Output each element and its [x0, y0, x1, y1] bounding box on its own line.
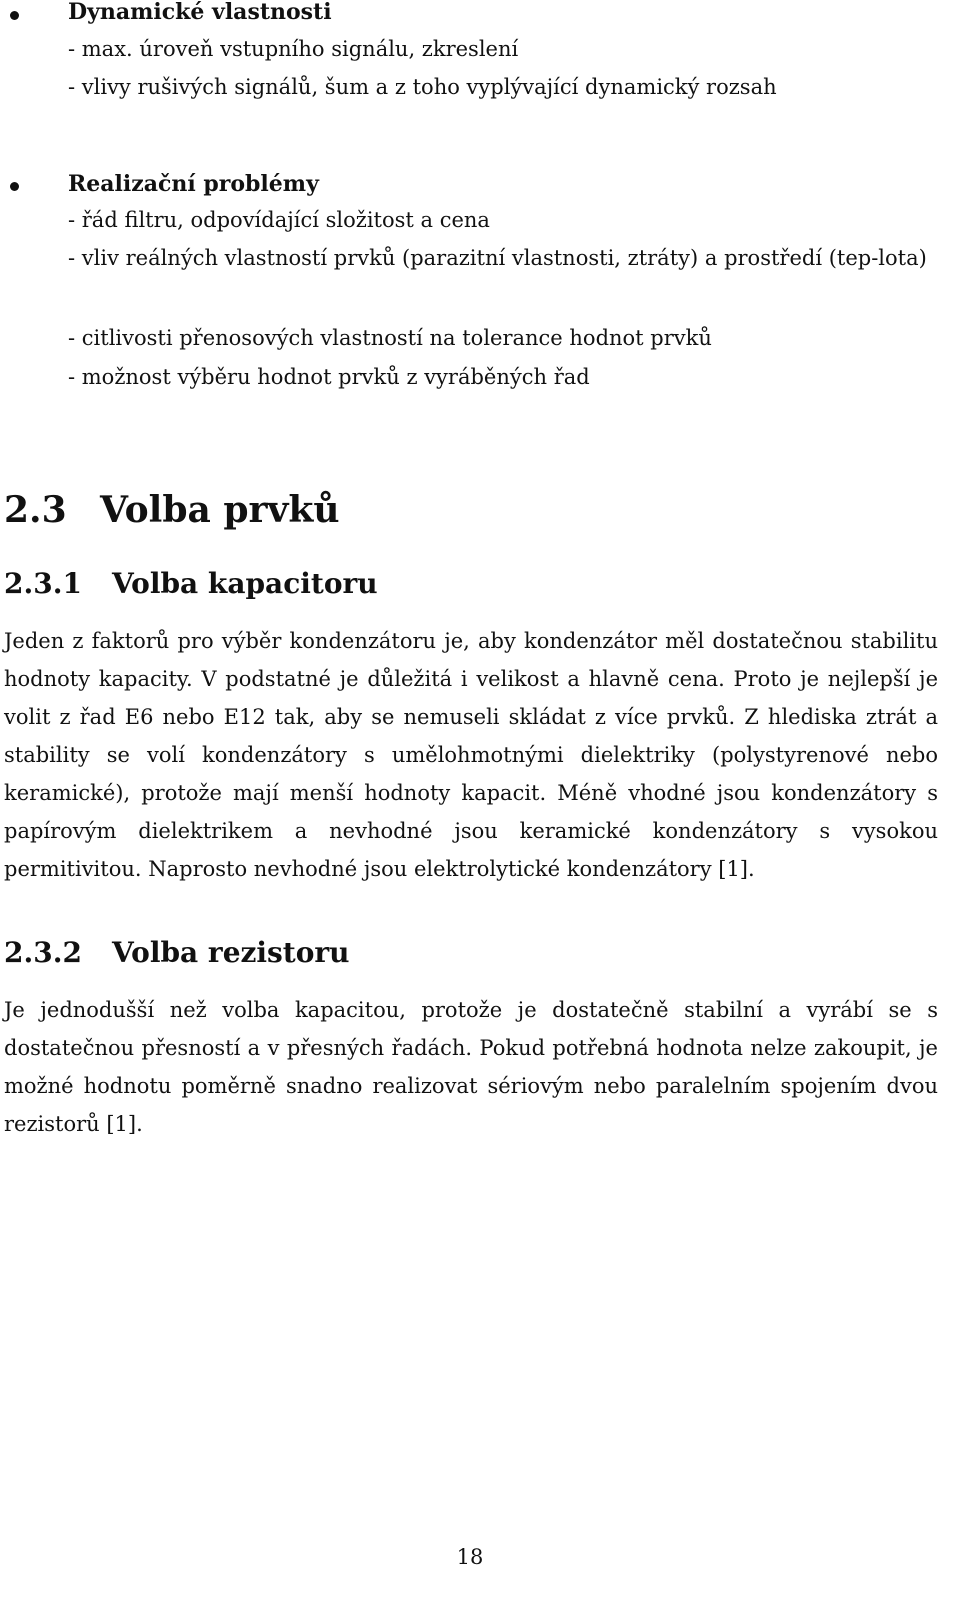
- section-number: 2.3: [4, 489, 67, 531]
- subsection-title: Volba kapacitoru: [112, 567, 378, 600]
- implementation-problems-item: - citlivosti přenosových vlastností na tolerance hodnot prvků: [68, 326, 712, 350]
- subsection-number: 2.3.2: [4, 936, 82, 969]
- subsection-paragraph: Jeden z faktorů pro výběr kondenzátoru je, aby kondenzátor měl dostatečnou stabilitu hodnoty kapacity. V podstatné je důležitá i velikost a hlavně cena. Proto je nejlepší je volit z řad E6 nebo E12 tak, aby se nemuseli skládat z více prvků. Z hlediska ztrát a stability se volí kondenzátory s umělohmotnými dielektriky (polystyrenové nebo keramické), protože mají menší hodnoty kapacit. Méně vhodné jsou kondenzátory s papírovým dielektrikem a nevhodné jsou keramické kondenzátory s vysokou permitivitou. Naprosto nevhodné jsou elektrolytické kondenzátory [1].: [4, 629, 938, 881]
- dynamic-properties-title: Dynamické vlastnosti: [68, 0, 332, 25]
- bullet-icon: [10, 182, 19, 191]
- implementation-problems-item: - vliv reálných vlastností prvků (parazitní vlastnosti, ztráty) a prostředí (tep-lota): [68, 246, 927, 270]
- page-number: 18: [456, 1545, 484, 1569]
- implementation-problems-title: Realizační problémy: [68, 171, 319, 197]
- subsection-number: 2.3.1: [4, 567, 82, 600]
- dynamic-properties-item: - vlivy rušivých signálů, šum a z toho vyplývající dynamický rozsah: [68, 75, 777, 99]
- section-title: Volba prvků: [100, 489, 340, 531]
- subsection-paragraph: Je jednodušší než volba kapacitou, protože je dostatečně stabilní a vyrábí se s dostatečnou přesností a v přesných řadách. Pokud potřebná hodnota nelze zakoupit, je možné hodnotu poměrně snadno realizovat sériovým nebo paralelním spojením dvou rezistorů [1].: [4, 998, 938, 1136]
- subsection-title: Volba rezistoru: [112, 936, 350, 969]
- implementation-problems-item: - možnost výběru hodnot prvků z vyráběných řad: [68, 365, 590, 389]
- implementation-problems-item: - řád filtru, odpovídající složitost a cena: [68, 208, 490, 232]
- bullet-icon: [10, 11, 19, 20]
- dynamic-properties-item: - max. úroveň vstupního signálu, zkreslení: [68, 37, 519, 61]
